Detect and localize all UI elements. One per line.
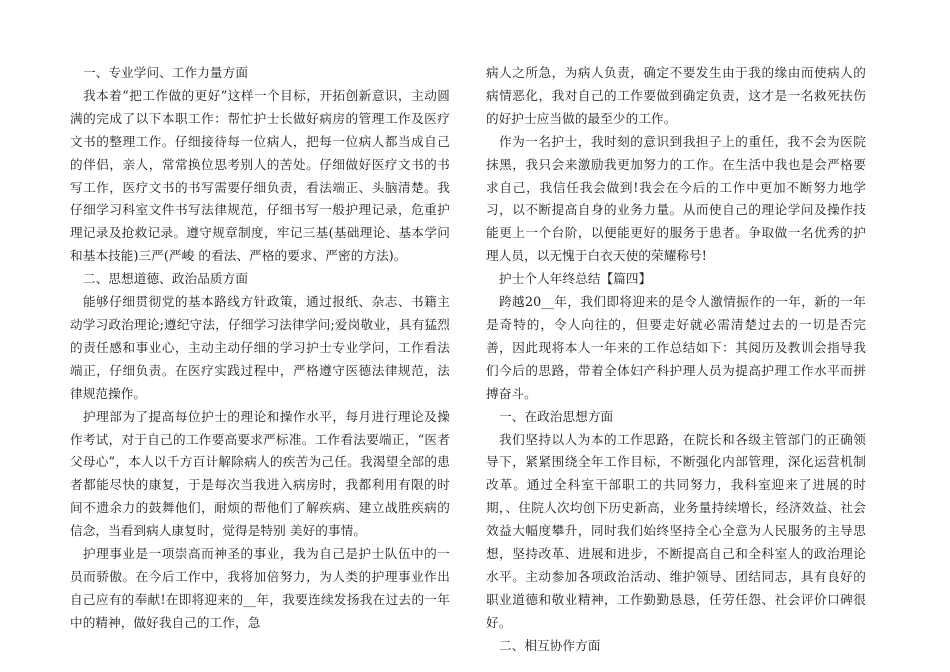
paragraph-year-intro: 跨越20__年，我们即将迎来的是令人激情振作的一年，新的一年是奇特的，令人向往的，但要走好就必需清楚过去的一切是否完善，因此现将本人一年来的工作总结如下：其阅历及教训会指导我们今后的思路，带着全体妇产科护理人员为提高护理工作水平而拼搏奋斗。 [486, 294, 866, 401]
section-heading-ideology: 二、思想道德、政治品质方面 [83, 271, 249, 287]
paragraph-political: 我们坚持以人为本的工作思路，在院长和各级主管部门的正确领导下，紧紧围绕全年工作目标，不断强化内部管理，深化运营机制改革。通过全科室干部职工的共同努力，我科室迎来了进展的时期，、住院人次均创下历史新高，业务量持续增长，经济效益、社会效益大幅度攀升，同时我们始终坚持全心全意为人民服务的主导思想，坚持改革、进展和进步，不断提高自己和全科室人的政治理论水平。主动参加各项政治活动、维护领导、团结同志，具有良好的职业道德和敬业精神，工作勤勤恳恳，任劳任怨、社会评价口碑很好。 [486, 431, 866, 630]
paragraph-ideology: 能够仔细贯彻党的基本路线方针政策，通过报纸、杂志、书籍主动学习政治理论;遵纪守法，仔细学习法律学问;爱岗敬业，具有猛烈的责任感和事业心，主动主动仔细的学习护士专业学问，工作看法端正，仔细负责。在医疗实践过程中，严格遵守医德法律规范，法律规范操作。 [70, 294, 450, 401]
paragraph-as-nurse: 作为一名护士，我时刻的意识到我担子上的重任，我不会为医院抹黑，我只会来激励我更加努力的工作。在生活中我也是会严格要求自己，我信任我会做到!我会在今后的工作中更加不断努力地学习，以不断提高自身的业务力量。从而使自己的理论学问及操作技能更上一个台阶，以便能更好的服务于患者。争取做一名优秀的护理人员，以无愧于白衣天使的荣耀称号! [486, 133, 866, 264]
paragraph-nursing-department: 护理部为了提高每位护士的理论和操作水平，每月进行理论及操作考试，对于自己的工作要高要求严标准。工作看法要端正，“医者父母心”，本人以千方百计解除病人的疾苦为己任。我渴望全部的患者都能尽快的康复，于是每次当我进入病房时，我都利用有限的时间不遗余力的鼓舞他们，耐烦的帮他们了解疾病、建立战胜疾病的信念，当看到病人康复时，觉得是特别 美好的事情。 [70, 408, 450, 539]
left-column [70, 62, 450, 635]
paragraph-nursing-career: 护理事业是一项崇高而神圣的事业，我为自己是护士队伍中的一员而骄傲。在今后工作中，我将加倍努力，为人类的护理事业作出自己应有的奉献!在即将迎来的__年，我要连续发扬我在过去的一年中的精神，做好我自己的工作，急 [70, 546, 450, 630]
paragraph-professional-work: 我本着“把工作做的更好”这样一个目标，开拓创新意识，主动圆满的完成了以下本职工作：帮忙护士长做好病房的管理工作及医疗文书的整理工作。仔细接待每一位病人，把每一位病人都当成自己的伴侣，亲人，常常换位思考别人的苦处。仔细做好医疗文书的书写工作，医疗文书的书写需要仔细负责，看法端正、头脑清楚。我仔细学习科室文件书写法律规范，仔细书写一般护理记录，危重护理记录及抢救记录。遵守规章制度，牢记三基(基础理论、基本学问和基本技能)三严(严峻 的看法、严格的要求、严密的方法)。 [70, 87, 450, 264]
section-heading-cooperation: 二、相互协作方面 [499, 637, 601, 653]
section-heading-political: 一、在政治思想方面 [499, 408, 614, 424]
article-title-part-four: 护士个人年终总结【篇四】 [499, 271, 652, 287]
paragraph-continuation: 病人之所急，为病人负责，确定不要发生由于我的缘由而使病人的病情恶化，我对自己的工作要做到确定负责，这才是一名救死扶伤的好护士应当做的最至少的工作。 [486, 65, 866, 126]
section-heading-professional: 一、专业学问、工作力量方面 [83, 65, 249, 80]
right-column [486, 62, 866, 658]
